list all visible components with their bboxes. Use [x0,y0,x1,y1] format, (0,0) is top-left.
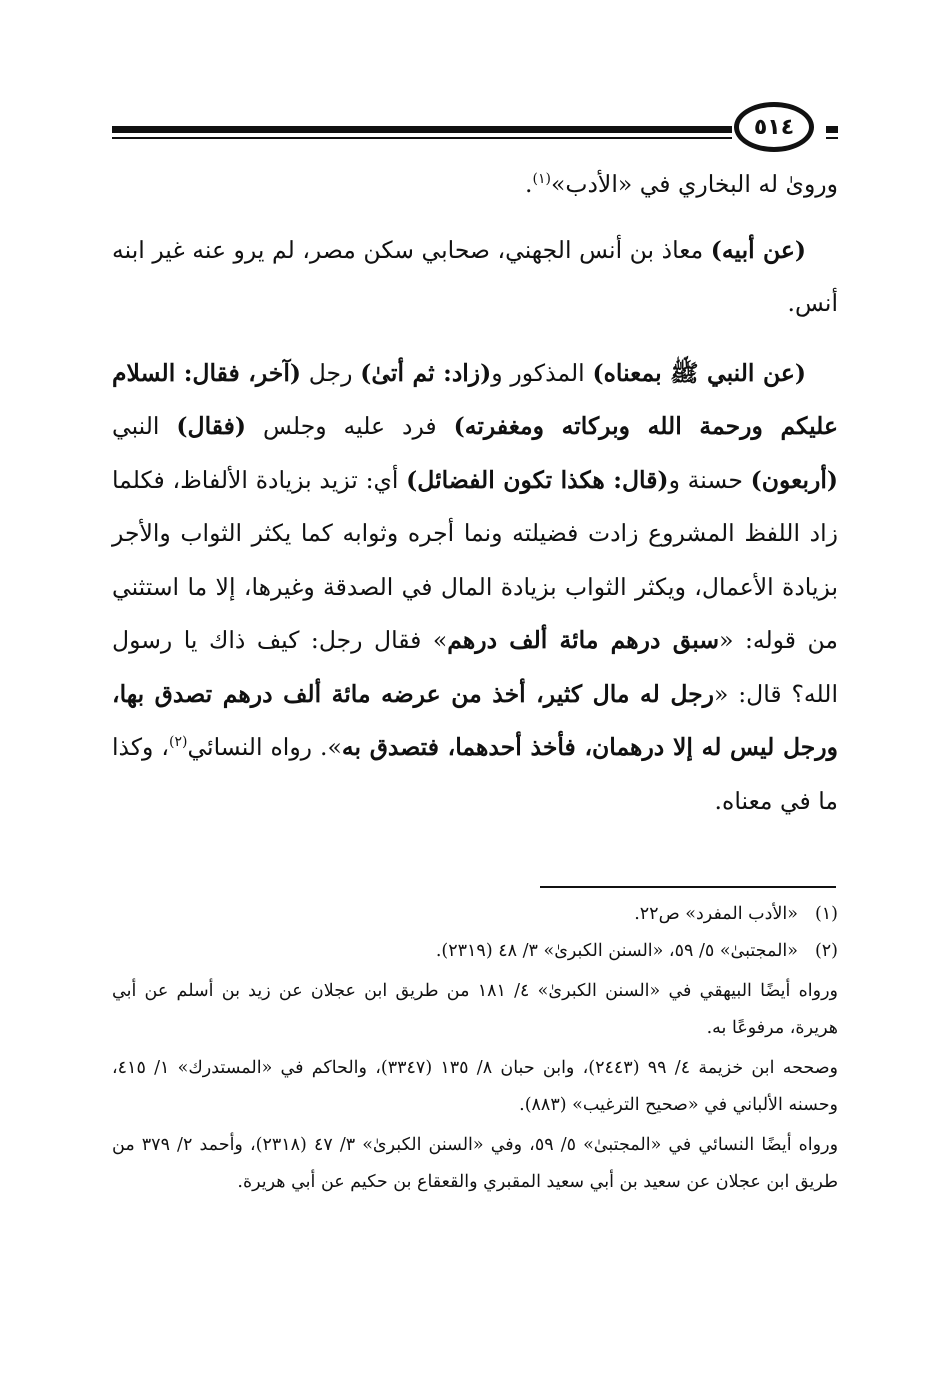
bold-phrase: (قال: هكذا تكون الفضائل) [406,465,669,494]
bold-phrase: (فقال) [176,412,247,440]
footnote-text: وصححه ابن خزيمة ٤/ ٩٩ (٢٤٤٣)، وابن حبان ٨/ ١٣٥ (٣٣٤٧)، والحاكم في «المستدرك» ١/ ٤١٥، وحسنه الألباني في «صحيح الترغيب» (٨٨٣). [112,1058,839,1115]
footnotes [112,896,838,1200]
bold-phrase: (آخر، فقال: السلام عليكم ورحمة الله وبركاته ومغفرته) [112,358,838,440]
text-span: » فقال رجل: كيف ذاك يا رسول الله؟ قال: « [112,626,839,708]
text-span: ، وكذا ما في معناه. [112,733,838,815]
text-span: معاذ بن أنس الجهني، صحابي سكن مصر، لم يرو عنه غير ابنه أنس. [112,235,838,317]
footnote-text: ورواه أيضًا النسائي في «المجتبىٰ» ٥/ ٥٩، وفي «السنن الكبرىٰ» ٣/ ٤٧ (٢٣١٨)، وأحمد ٢/ ٣٧٩ من طريق ابن عجلان عن سعيد بن أبي سعيد المقبري والقعقاع بن حكيم عن أبي هريرة. [112,1135,839,1192]
page-number: ٥١٤ [753,114,795,140]
hadith-quote: سبق درهم مائة ألف درهم [447,626,720,654]
footnote-continuation [112,1127,838,1200]
text-span: رجل [300,358,361,387]
bold-phrase: (عن أبيه) [710,235,806,264]
header-rule-right-thick [826,126,838,133]
footnote-text: ورواه أيضًا البيهقي في «السنن الكبرىٰ» ٤/ ١٨١ من طريق ابن عجلان عن زيد بن أسلم عن أبي هريرة، مرفوعًا به. [112,981,838,1038]
text-span: فرد عليه وجلس [246,412,454,440]
paragraph-3 [112,347,838,829]
bold-phrase: (زاد: ثم أتىٰ) [360,358,492,387]
footnote-continuation [112,973,838,1046]
footnote-text: «الأدب المفرد» ص٢٢. [634,904,798,924]
main-text [112,158,838,828]
text-span: المذكور و [491,358,593,387]
footnote-number: (٢) [814,940,838,961]
text-span: أي: تزيد بزيادة الألفاظ، فكلما زاد اللفظ المشروع زادت فضيلته ونما أجره وثوابه كما يكثر الثواب والأجر بزيادة الأعمال، ويكثر الثواب بزيادة المال في الصدقة وغيرها، إلا ما استثني من قوله: « [112,465,838,654]
header-rule-thick [112,126,732,133]
text-span: حسنة و [668,465,751,494]
bold-phrase: (عن النبي ﷺ بمعناه) [592,358,806,387]
text-span: النبي [112,412,177,440]
footnote-item [112,896,838,933]
header-rule-right-thin [826,137,838,139]
text-span: ورویٰ له البخاري في «الأدب» [550,170,838,198]
hadith-quote: رجل له مال كثير، أخذ من عرضه مائة ألف درهم تصدق بها، ورجل ليس له إلا درهمان، فأخذ أحدهما، فتصدق به [112,679,838,761]
page-header [112,98,838,158]
footnote-ref: (١) [532,171,551,188]
page-number-badge [734,102,814,152]
footnote-number: (١) [814,904,838,924]
paragraph-2 [112,224,838,331]
text-span: ». رواه النسائي [187,733,342,761]
bold-phrase: (أربعون) [750,465,838,494]
footnote-continuation [112,1050,838,1123]
footnote-separator [540,886,836,888]
footnote-text: «المجتبىٰ» ٥/ ٥٩، «السنن الكبرىٰ» ٣/ ٤٨ (٢٣١٩). [435,940,798,961]
header-rule-thin [112,137,732,139]
footnote-item [112,933,838,970]
text-span: . [525,170,533,198]
footnote-ref: (٢) [168,734,188,751]
paragraph-1 [112,158,838,212]
